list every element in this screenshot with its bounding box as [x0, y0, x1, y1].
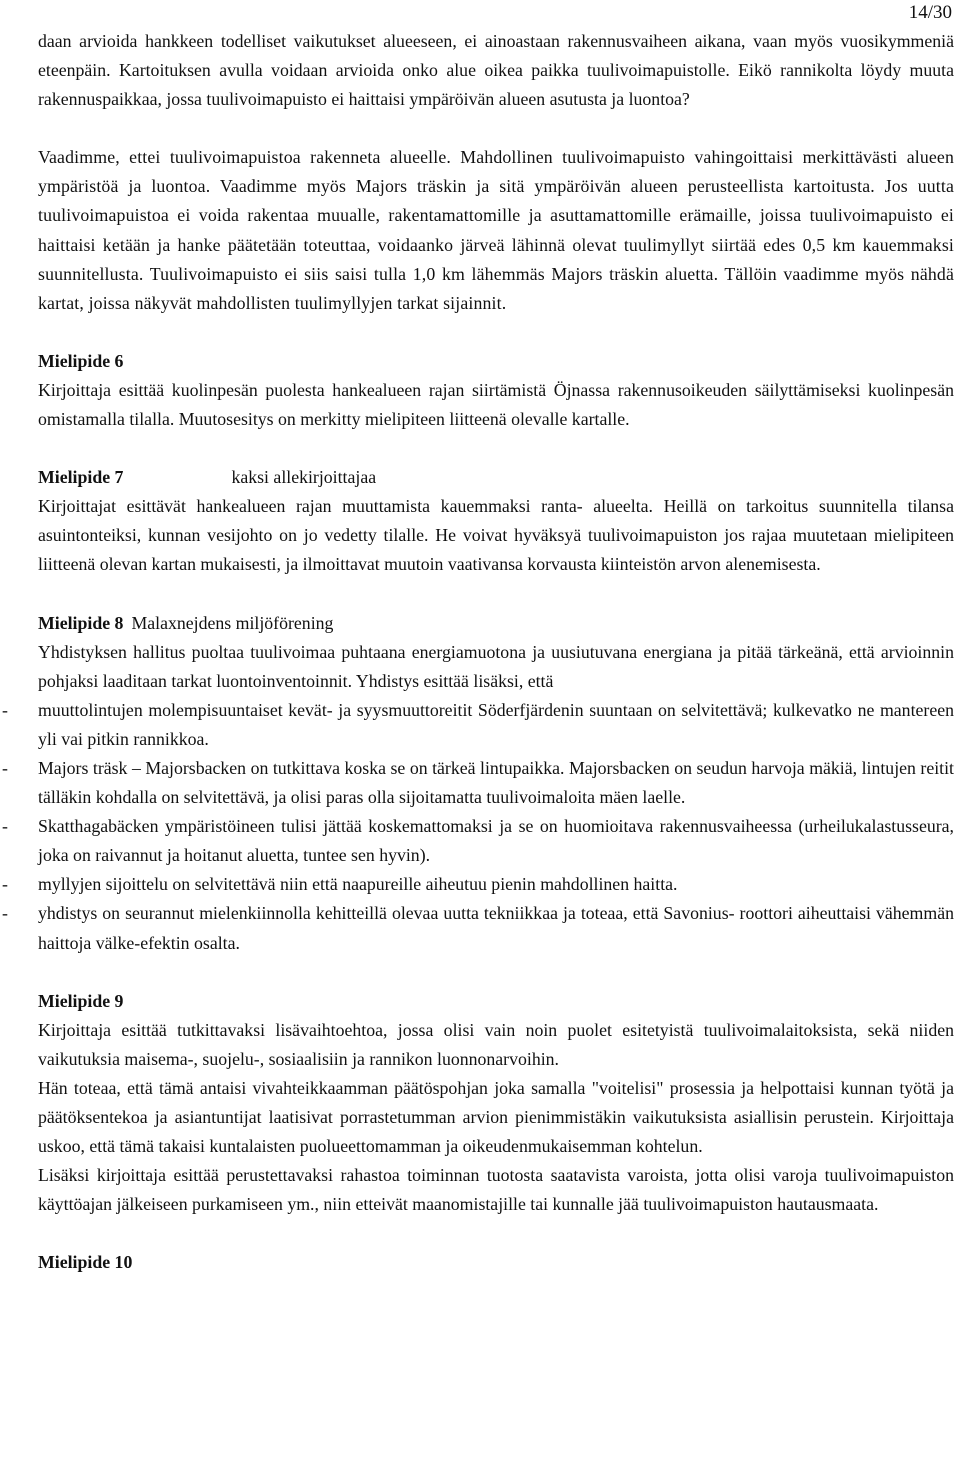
- opinion-8-title: Mielipide 8: [38, 612, 124, 633]
- bullet-marker: -: [2, 903, 8, 924]
- opinion-9-paragraph-3: Lisäksi kirjoittaja esittää perustettavaksi rahastoa toiminnan tuotosta saatavista varoista, jotta olisi varoja tuulivoimapuiston käyttöajan jälkeiseen purkamiseen ym., niin etteivät maanomistajille tai kunnalle jää tuulivoimapuiston hautausmaata.: [38, 1165, 954, 1215]
- opinion-6-text: Kirjoittaja esittää kuolinpesän puolesta hankealueen rajan siirtämistä Öjnassa rakennusoikeuden säilyttämiseksi kuolinpesän omistamalla tilalla. Muutosesitys on merkitty mielipiteen liitteenä olevalle kartalle.: [38, 379, 954, 430]
- page-number: 14/30: [908, 2, 952, 23]
- opinion-7-author: kaksi allekirjoittajaa: [231, 467, 377, 488]
- intro-paragraph: daan arvioida hankkeen todelliset vaikutukset alueeseen, ei ainoastaan rakennusvaiheen aikana, vaan myös vuosikymmeniä eteenpäin. Kartoituksen avulla voidaan arvioida onko alue oikea paikka tuulivoimapuistolle. Eikö rannikolta löydy muuta rakennuspaikkaa, jossa tuulivoimapuisto ei haittaisi ympäröivän alueen asutusta ja luontoa?: [38, 31, 954, 110]
- bullet-marker: -: [2, 874, 8, 895]
- demand-paragraph: Vaadimme, ettei tuulivoimapuistoa rakenneta alueelle. Mahdollinen tuulivoimapuisto vahingoittaisi merkittävästi alueen ympäristöä ja luontoa. Vaadimme myös Majors träskin ja sitä ympäröivän alueen perusteellista kartoitusta. Jos uutta tuulivoimapuistoa ei voida rakentaa muualle, rakentamattomille ja asuttamattomille erämaille, joissa tuulivoimapuisto ei haittaisi ketään ja hanke päätetään toteuttaa, voidaanko järveä lähinnä olevat tuulimyllyt siirtää edes 0,5 km kauemmaksi suunnitellusta. Tuulivoimapuisto ei siis saisi tulla 1,0 km lähemmäs Majors träskin aluetta. Tällöin vaadimme myös nähdä kartat, joissa näkyvät mahdollisten tuulimyllyjen tarkat sijainnit.: [38, 147, 954, 313]
- opinion-6-heading: [38, 347, 954, 376]
- list-item: [2, 812, 954, 870]
- list-item-text: muuttolintujen molempisuuntaiset kevät- ja syysmuuttoreitit Söderfjärdenin suuntaan on selvitettävä; kulkevatko ne mantereen yli vai pitkin rannikkoa.: [38, 699, 954, 749]
- opinion-9-title: Mielipide 9: [38, 990, 124, 1011]
- list-item: [2, 870, 954, 899]
- opinion-7-text: Kirjoittajat esittävät hankealueen rajan muuttamista kauemmaksi ranta- alueelta. Heillä on tarkoitus suunnitella tilansa asuintonteiksi, kunnan vesijohto on jo vedetty tilalle. He voivat hyväksyä tuulivoimapuiston jos rajaa muutetaan mielipiteen liitteenä olevan kartan mukaisesti, ja ilmoittavat muutoin vaativansa korvausta kiinteistön arvon alenemisesta.: [38, 496, 954, 575]
- opinion-7-heading: [38, 463, 954, 492]
- opinion-10-title: Mielipide 10: [38, 1252, 133, 1273]
- opinion-9-paragraph-2: Hän toteaa, että tämä antaisi vivahteikkaamman päätöspohjan joka samalla "voitelisi" prosessia ja helpottaisi kunnan työtä ja päätöksentekoa ja asiantuntijat laatisivat porrastetumman arvion pienimmistäkin vaikutuksista asiallisin perustein. Kirjoittaja uskoo, että tämä takaisi kuntalaisten puolueettomamman ja oikeudenmukaisemman kohtelun.: [38, 1077, 954, 1157]
- page-content: [2, 27, 954, 1277]
- bullet-marker: -: [2, 816, 8, 837]
- opinion-7-title: Mielipide 7: [38, 467, 124, 488]
- list-item: [2, 899, 954, 957]
- opinion-8-author: Malaxnejdens miljöförening: [131, 612, 334, 633]
- opinion-8-list: [2, 696, 954, 958]
- list-item-text: Skatthagabäcken ympäristöineen tulisi jättää koskemattomaksi ja se on huomioitava rakennusvaiheessa (urheilukalastusseura, joka on raivannut ja hoitanut aluetta, tuntee sen hyvin).: [38, 816, 954, 866]
- opinion-8-heading: [38, 609, 954, 638]
- opinion-9-heading: [38, 987, 954, 1016]
- opinion-6-title: Mielipide 6: [38, 350, 124, 371]
- bullet-marker: -: [2, 699, 8, 720]
- opinion-9-paragraph-1: Kirjoittaja esittää tutkittavaksi lisävaihtoehtoa, jossa olisi vain noin puolet esitetyistä tuulivoimalaitoksista, sekä niiden vaikutuksia maisema-, suojelu-, sosiaalisiin ja rannikon luonnonarvoihin.: [38, 1019, 954, 1069]
- opinion-10-heading: [38, 1248, 954, 1277]
- list-item-text: myllyjen sijoittelu on selvitettävä niin että naapureille aiheutuu pienin mahdollinen haitta.: [38, 874, 678, 895]
- bullet-marker: -: [2, 757, 8, 778]
- opinion-8-text: Yhdistyksen hallitus puoltaa tuulivoimaa puhtaana energiamuotona ja uusiutuvana energiana ja pitää tärkeänä, että arvioinnin pohjaksi laaditaan tarkat luontoinventoinnit. Yhdistys esittää lisäksi, että: [38, 641, 954, 691]
- list-item: [2, 696, 954, 754]
- list-item: [2, 754, 954, 812]
- list-item-text: Majors träsk – Majorsbacken on tutkittava koska se on tärkeä lintupaikka. Majorsbacken on seudun harvoja mäkiä, lintujen reitit tälläkin kohdalla on selvitettävä, ja olisi paras olla sijoitamatta tuulivoimaloita mäen laelle.: [38, 757, 954, 808]
- list-item-text: yhdistys on seurannut mielenkiinnolla kehitteillä olevaa uutta tekniikkaa ja toteaa, että Savonius- roottori aiheuttaisi vähemmän haittoja välke-efektin osalta.: [38, 903, 954, 953]
